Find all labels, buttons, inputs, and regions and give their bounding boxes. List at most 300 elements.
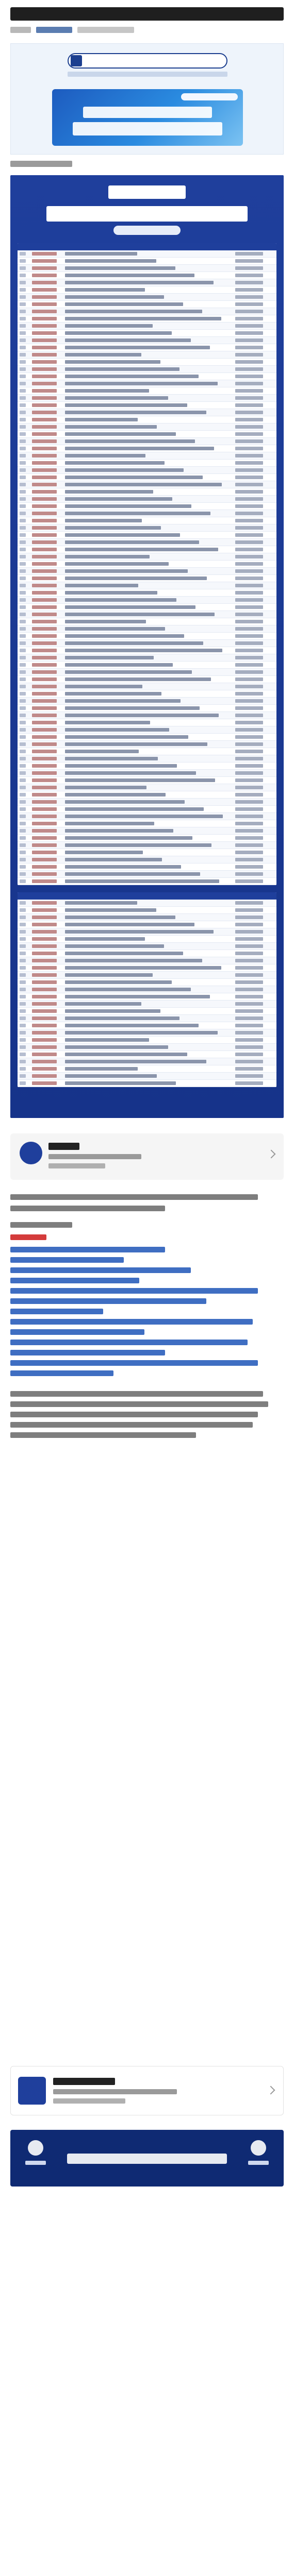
table-row [18,676,276,683]
table-row [18,395,276,402]
cell-date [30,950,63,957]
table-row [18,438,276,445]
cell-city [233,1058,276,1065]
body-text-line [10,1401,268,1407]
cell-city [233,337,276,344]
table-row [18,589,276,597]
cell-date [30,698,63,704]
table-row [18,993,276,1001]
related-link[interactable] [10,1278,139,1283]
related-link[interactable] [10,1288,258,1294]
cell-date [30,1065,63,1072]
related-link[interactable] [10,1309,103,1314]
cell-name [63,791,233,798]
cell-city [233,582,276,589]
cell-city [233,1037,276,1043]
cell-index [18,770,30,776]
cell-date [30,654,63,661]
author-profile-card[interactable] [10,1133,284,1180]
table-row [18,337,276,344]
table-row [18,914,276,921]
cell-city [233,568,276,574]
cell-index [18,575,30,582]
share-button[interactable] [18,2140,54,2165]
cell-date [30,784,63,791]
table-row [18,330,276,337]
cell-index [18,979,30,986]
cell-index [18,640,30,647]
table-row [18,561,276,568]
cell-index [18,337,30,344]
related-link[interactable] [10,1247,165,1252]
cell-index [18,762,30,769]
cell-city [233,849,276,856]
table-row [18,755,276,762]
table-row [18,705,276,712]
cell-index [18,532,30,538]
table-row [18,546,276,553]
cell-index [18,957,30,964]
chevron-right-icon [267,1150,276,1159]
cell-date [30,539,63,546]
cell-name [63,964,233,971]
cell-city [233,496,276,502]
cell-name [63,496,233,502]
cell-index [18,546,30,553]
table-header [18,243,276,250]
table-row [18,654,276,662]
table-row [18,1073,276,1080]
cell-index [18,286,30,293]
cell-city [233,1080,276,1087]
account-link[interactable] [36,27,72,33]
cell-date [30,748,63,755]
table-row [18,871,276,878]
cell-city [233,791,276,798]
cell-date [30,719,63,726]
cell-name [63,936,233,942]
cell-name [63,993,233,1000]
table-row [18,683,276,690]
cell-index [18,553,30,560]
table-row [18,250,276,258]
cell-date [30,524,63,531]
cell-date [30,878,63,885]
cell-index [18,741,30,748]
like-button[interactable] [240,2140,276,2165]
cell-name [63,265,233,272]
cell-city [233,351,276,358]
cell-date [30,1080,63,1087]
cell-city [233,503,276,510]
cell-city [233,423,276,430]
cell-city [233,460,276,466]
related-link[interactable] [10,1329,144,1335]
related-link[interactable] [10,1360,258,1366]
article-title [10,7,284,21]
cell-date [30,770,63,776]
cell-city [233,755,276,762]
cell-index [18,1029,30,1036]
cell-city [233,640,276,647]
related-link[interactable] [10,1319,253,1325]
cell-name [63,474,233,481]
cell-name [63,323,233,329]
cell-index [18,366,30,372]
cell-city [233,683,276,690]
cell-index [18,301,30,308]
fair-line-1 [83,107,212,118]
related-link[interactable] [10,1267,191,1273]
cell-name [63,539,233,546]
cell-index [18,1037,30,1043]
cell-index [18,279,30,286]
cell-name [63,330,233,336]
cell-city [233,553,276,560]
cell-name [63,871,233,877]
cell-city [233,799,276,805]
account-name [53,2078,115,2085]
table-row [18,741,276,748]
cell-index [18,676,30,683]
table-row [18,936,276,943]
cell-name [63,907,233,913]
cell-city [233,1044,276,1050]
share-label [25,2161,46,2165]
body-text-line [10,1432,196,1438]
table-row [18,597,276,604]
cell-date [30,510,63,517]
cell-name [63,373,233,380]
table-row [18,964,276,972]
cell-index [18,712,30,719]
table-row [18,359,276,366]
related-link[interactable] [10,1340,248,1345]
table-row [18,604,276,611]
table-row [18,452,276,460]
related-link[interactable] [10,1298,206,1304]
cell-name [63,741,233,748]
cell-date [30,568,63,574]
cell-city [233,250,276,257]
table-row [18,258,276,265]
cell-city [233,294,276,300]
cell-date [30,1015,63,1022]
cell-index [18,315,30,322]
table-row [18,827,276,835]
cell-name [63,827,233,834]
cell-name [63,943,233,950]
table-row [18,1051,276,1058]
cell-index [18,330,30,336]
cell-date [30,1029,63,1036]
article-meta [10,27,134,33]
qr-icon [71,55,82,66]
profile-count [48,1163,105,1168]
cell-index [18,308,30,315]
cell-index [18,488,30,495]
table-row [18,1044,276,1051]
cell-index [18,373,30,380]
cell-date [30,799,63,805]
cell-index [18,582,30,589]
cell-index [18,524,30,531]
cell-date [30,272,63,279]
cell-date [30,835,63,841]
cell-name [63,445,233,452]
cell-date [30,734,63,740]
cell-name [63,366,233,372]
cell-date [30,323,63,329]
cell-index [18,1051,30,1058]
table-row [18,799,276,806]
cell-date [30,611,63,618]
cell-date [30,1044,63,1050]
cell-date [30,871,63,877]
cell-city [233,611,276,618]
cell-index [18,654,30,661]
cell-city [233,431,276,437]
body-text-line [10,1412,258,1417]
cell-name [63,770,233,776]
cell-date [30,460,63,466]
cell-city [233,943,276,950]
cell-index [18,423,30,430]
cell-name [63,986,233,993]
avatar [20,1142,42,1164]
cell-index [18,943,30,950]
cell-city [233,914,276,921]
cell-date [30,986,63,993]
cell-city [233,986,276,993]
cell-date [30,438,63,445]
cell-city [233,726,276,733]
cell-name [63,532,233,538]
cell-city [233,1015,276,1022]
related-link[interactable] [10,1370,113,1376]
cell-date [30,762,63,769]
table-row [18,979,276,986]
table-row [18,762,276,770]
cell-index [18,734,30,740]
official-account-card[interactable] [10,2066,284,2115]
body-text-line [10,1234,46,1240]
cell-date [30,561,63,567]
cell-index [18,1065,30,1072]
cell-name [63,1015,233,1022]
cell-city [233,654,276,661]
related-link[interactable] [10,1257,124,1263]
cell-index [18,856,30,863]
cell-index [18,568,30,574]
table-row [18,416,276,423]
cell-index [18,777,30,784]
cell-index [18,928,30,935]
cell-city [233,662,276,668]
table-row [18,460,276,467]
table-row [18,380,276,387]
cell-date [30,755,63,762]
table-row [18,863,276,871]
cell-index [18,914,30,921]
cell-name [63,546,233,553]
cell-index [18,589,30,596]
cell-name [63,842,233,849]
cell-name [63,294,233,300]
conference-poster [10,175,284,1118]
cell-name [63,402,233,409]
cell-name [63,286,233,293]
cell-name [63,719,233,726]
cell-index [18,986,30,993]
cell-city [233,539,276,546]
table-row [18,647,276,654]
cell-city [233,835,276,841]
cell-name [63,409,233,416]
cell-city [233,402,276,409]
table-row [18,1008,276,1015]
cell-city [233,957,276,964]
cell-name [63,625,233,632]
table-row [18,791,276,799]
cell-index [18,669,30,675]
cell-index [18,993,30,1000]
table-row [18,748,276,755]
account-desc [53,2089,177,2094]
cell-city [233,618,276,625]
cell-index [18,510,30,517]
cell-city [233,712,276,719]
table-row [18,907,276,914]
cell-name [63,900,233,906]
table-row [18,294,276,301]
cell-index [18,863,30,870]
cell-name [63,914,233,921]
cell-date [30,683,63,690]
cell-name [63,878,233,885]
cell-index [18,395,30,401]
related-link[interactable] [10,1350,165,1355]
cell-city [233,373,276,380]
cell-index [18,726,30,733]
cell-date [30,943,63,950]
cell-name [63,928,233,935]
cell-index [18,1073,30,1079]
cell-city [233,625,276,632]
body-text-line [10,1194,258,1200]
cell-index [18,438,30,445]
cell-city [233,597,276,603]
cell-city [233,900,276,906]
cell-city [233,748,276,755]
cell-date [30,265,63,272]
cell-city [233,993,276,1000]
table-row [18,770,276,777]
cell-city [233,928,276,935]
cell-index [18,878,30,885]
cell-date [30,1073,63,1079]
cell-index [18,460,30,466]
cell-name [63,597,233,603]
cell-city [233,633,276,639]
cell-date [30,330,63,336]
cell-index [18,900,30,906]
cell-city [233,524,276,531]
cell-name [63,690,233,697]
table-row [18,272,276,279]
table-row [18,690,276,698]
cell-city [233,842,276,849]
cell-name [63,662,233,668]
like-label [248,2161,269,2165]
cell-name [63,553,233,560]
cell-name [63,654,233,661]
cell-name [63,1058,233,1065]
cell-name [63,503,233,510]
cell-name [63,950,233,957]
table-row [18,575,276,582]
cell-date [30,647,63,654]
table-row [18,265,276,272]
table-row [18,503,276,510]
table-row [18,726,276,734]
cell-name [63,1044,233,1050]
cell-index [18,431,30,437]
cell-city [233,488,276,495]
cell-date [30,380,63,387]
cell-city [233,907,276,913]
cell-city [233,979,276,986]
cell-date [30,1051,63,1058]
cell-date [30,928,63,935]
cell-date [30,589,63,596]
table-row [18,445,276,452]
cell-index [18,409,30,416]
cell-index [18,467,30,473]
cell-index [18,835,30,841]
cell-city [233,344,276,351]
cell-date [30,431,63,437]
table-row [18,1022,276,1029]
table-row [18,784,276,791]
cell-city [233,1029,276,1036]
cell-date [30,517,63,524]
cell-date [30,813,63,820]
table-row [18,344,276,351]
cell-city [233,1001,276,1007]
cell-city [233,647,276,654]
cell-name [63,734,233,740]
cell-index [18,1058,30,1065]
cell-date [30,409,63,416]
cell-date [30,705,63,711]
table-row [18,301,276,308]
cell-index [18,698,30,704]
table-row [18,835,276,842]
account-stats [53,2098,125,2104]
cell-city [233,1065,276,1072]
cell-index [18,452,30,459]
cell-city [233,719,276,726]
cell-name [63,258,233,264]
table-row [18,878,276,885]
cell-index [18,1044,30,1050]
cell-date [30,676,63,683]
cell-date [30,387,63,394]
table-row [18,986,276,993]
cell-date [30,359,63,365]
cell-date [30,777,63,784]
